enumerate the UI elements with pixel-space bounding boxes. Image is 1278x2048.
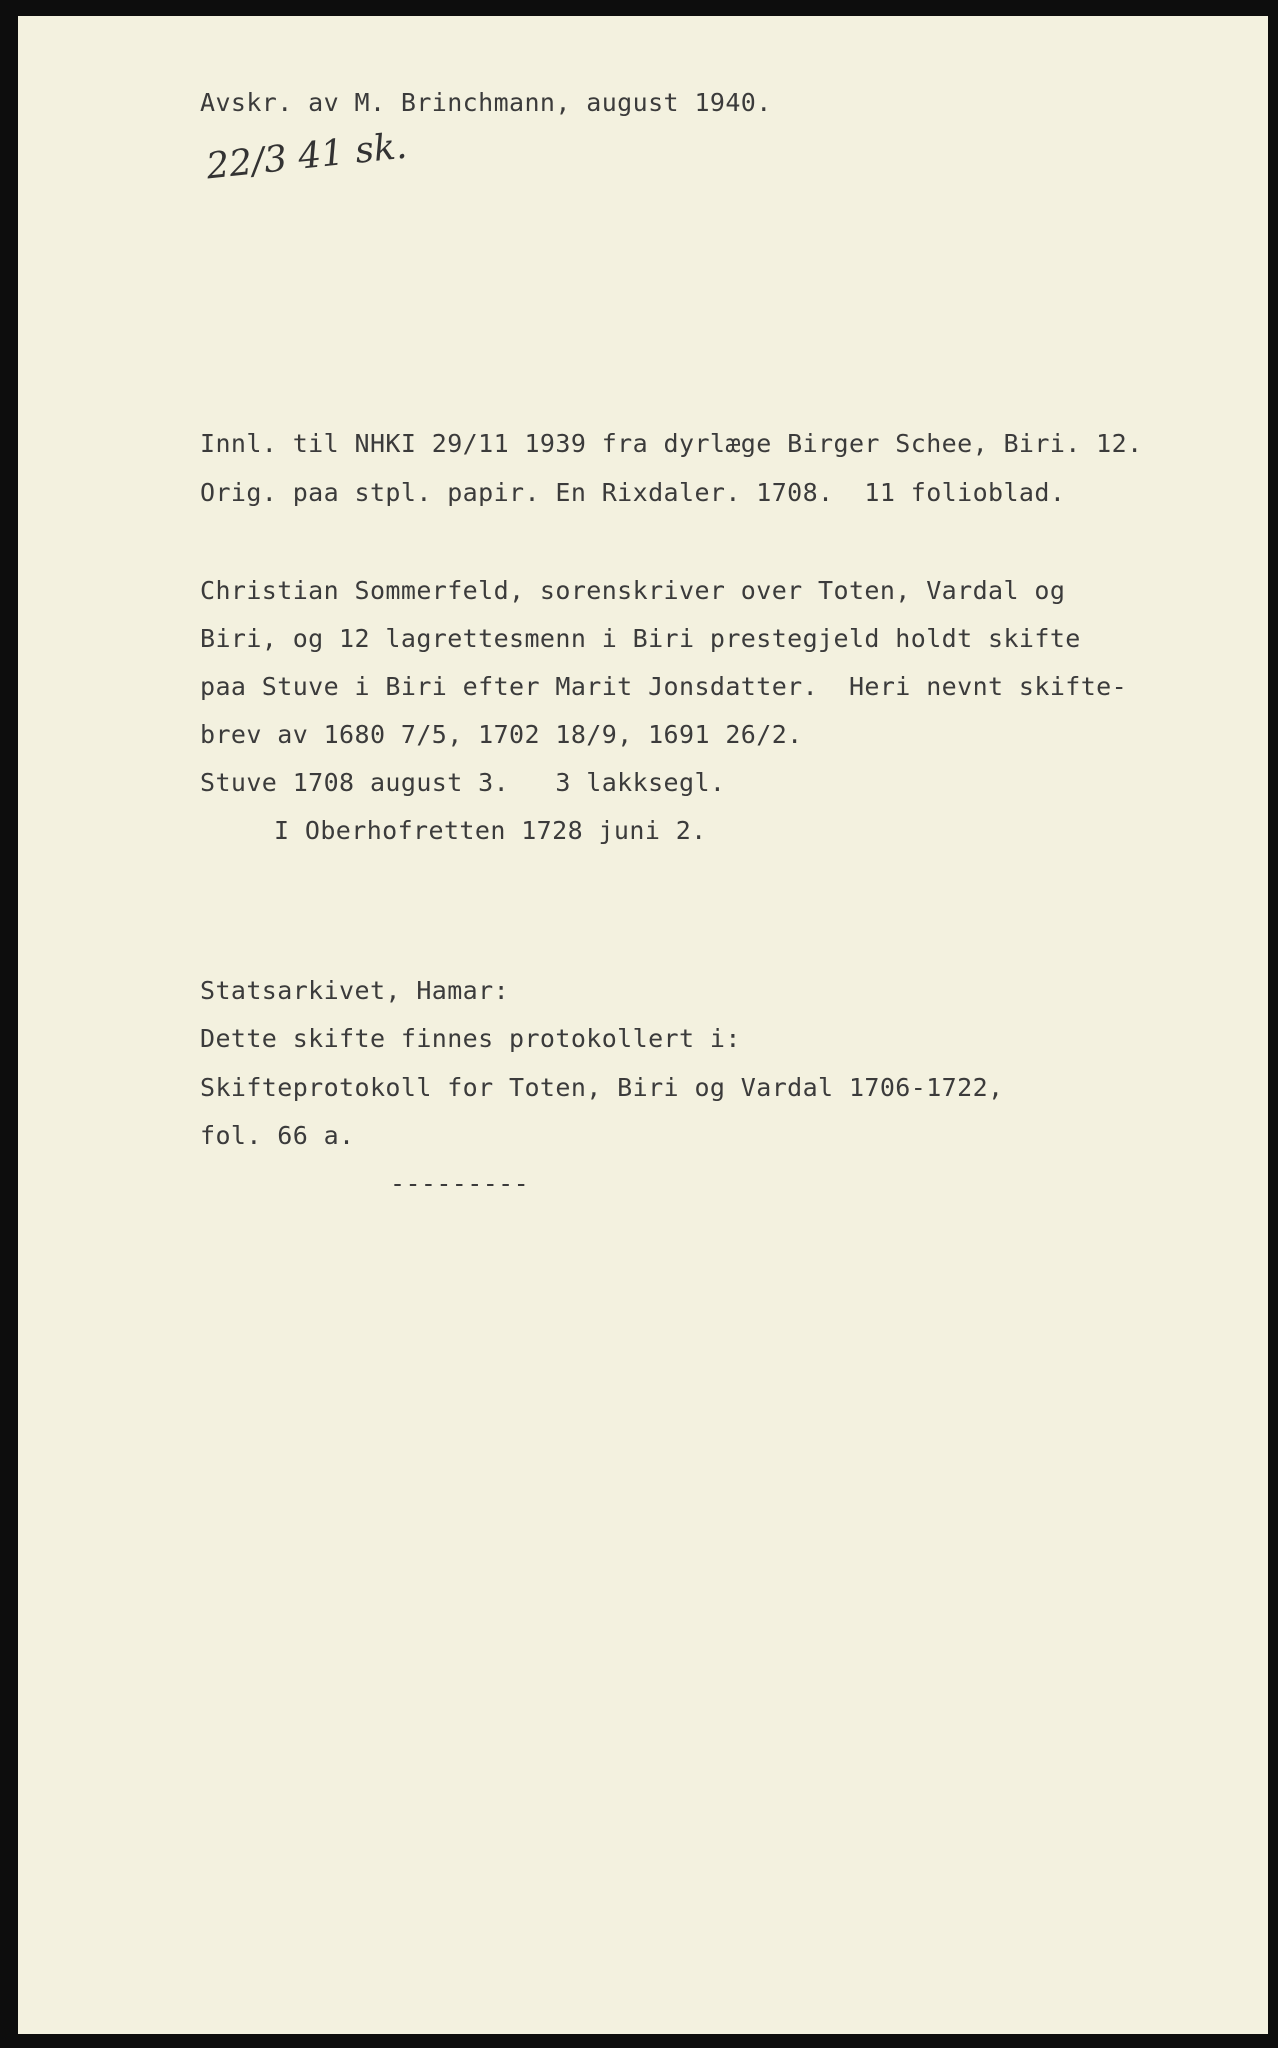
body-line-2: Biri, og 12 lagrettesmenn i Biri prestegjeld holdt skifte (200, 624, 1081, 653)
body-line-6: I Oberhofretten 1728 juni 2. (274, 816, 707, 845)
archive-line-1: Statsarkivet, Hamar: (200, 976, 510, 1005)
separator-dashes: --------- (390, 1169, 530, 1198)
archive-line-3: Skifteprotokoll for Toten, Biri og Vardal 1706-1722, (200, 1073, 1004, 1102)
handwritten-note: 22/3 41 sk. (204, 125, 409, 188)
archive-line-4: fol. 66 a. (200, 1121, 355, 1150)
body-line-3: paa Stuve i Biri efter Marit Jonsdatter. Heri nevnt skifte- (200, 672, 1128, 701)
intro-line-1: Innl. til NHKI 29/11 1939 fra dyrlæge Birger Schee, Biri. 12. (200, 429, 1143, 458)
body-line-5: Stuve 1708 august 3. 3 lakksegl. (200, 768, 726, 797)
body-line-1: Christian Sommerfeld, sorenskriver over Toten, Vardal og (200, 576, 1066, 605)
body-line-4: brev av 1680 7/5, 1702 18/9, 1691 26/2. (200, 720, 803, 749)
intro-line-2: Orig. paa stpl. papir. En Rixdaler. 1708. 11 folioblad. (200, 478, 1066, 507)
archive-line-2: Dette skifte finnes protokollert i: (200, 1024, 741, 1053)
transcription-note: Avskr. av M. Brinchmann, august 1940. (200, 88, 772, 117)
